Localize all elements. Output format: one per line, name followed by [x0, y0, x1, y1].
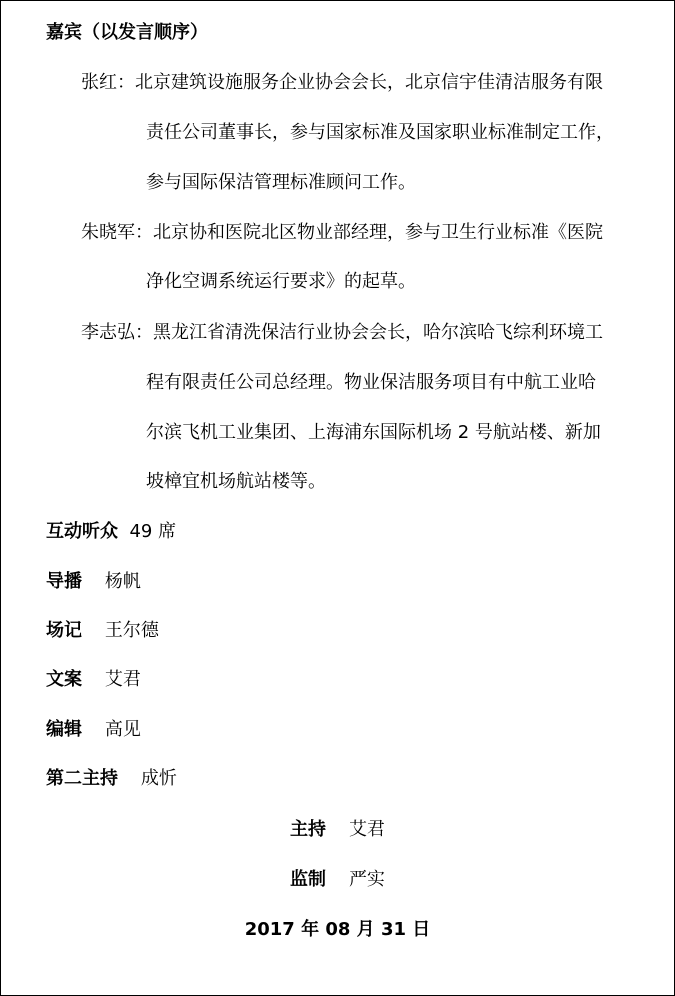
- credit-value: 艾君: [348, 819, 385, 840]
- credit-label: 导播: [46, 571, 82, 592]
- credit-label: 监制: [290, 869, 327, 890]
- credit-value: 杨帆: [104, 571, 141, 592]
- credit-second-host: [46, 767, 177, 791]
- credit-recorder: [46, 619, 159, 643]
- credit-label: 编辑: [46, 719, 82, 740]
- guest-bio-line: 净化空调系统运行要求》的起草。: [146, 271, 416, 292]
- credit-value: 49 席: [129, 521, 177, 542]
- guest-bio-line: 责任公司董事长，参与国家标准及国家职业标准制定工作，: [146, 122, 614, 143]
- credit-label: 场记: [46, 620, 82, 641]
- guest-bio-line: 坡樟宜机场航站楼等。: [146, 471, 326, 492]
- guest-bio-line: 北京建筑设施服务企业协会会长，北京信宇佳清洁服务有限: [135, 72, 603, 93]
- guest-separator: ：: [117, 72, 135, 93]
- guest-name: 张红: [81, 72, 117, 93]
- guest-bio-line: 黑龙江省清洗保洁行业协会会长，哈尔滨哈飞综利环境工: [153, 322, 603, 343]
- guest-entry-3: [81, 321, 603, 345]
- guest-entry-1: [81, 71, 603, 95]
- credit-value: 高见: [104, 719, 141, 740]
- credit-value: 严实: [348, 869, 385, 890]
- credit-audience: [46, 520, 176, 544]
- guest-bio-line: 尔滨飞机工业集团、上海浦东国际机场 2 号航站楼、新加: [146, 422, 601, 443]
- guest-entry-2: [81, 221, 603, 245]
- credit-director: [46, 570, 141, 594]
- guest-name: 李志弘: [81, 322, 135, 343]
- guest-name: 朱晓军: [81, 222, 135, 243]
- credit-producer: [1, 868, 674, 892]
- credit-value: 成忻: [140, 768, 177, 789]
- credit-label: 第二主持: [46, 768, 118, 789]
- guests-heading: 嘉宾（以发言顺序）: [46, 22, 208, 43]
- credit-label: 文案: [46, 669, 82, 690]
- document-date: 2017 年 08 月 31 日: [244, 919, 431, 940]
- guest-separator: ：: [135, 322, 153, 343]
- guest-bio-line: 北京协和医院北区物业部经理，参与卫生行业标准《医院: [153, 222, 603, 243]
- credit-value: 艾君: [104, 669, 141, 690]
- credit-editor: [46, 718, 141, 742]
- credit-label: 互动听众: [46, 521, 118, 542]
- credit-label: 主持: [290, 819, 327, 840]
- credit-copywriter: [46, 668, 141, 692]
- guest-bio-line: 程有限责任公司总经理。物业保洁服务项目有中航工业哈: [146, 372, 596, 393]
- guest-bio-line: 参与国际保洁管理标准顾问工作。: [146, 172, 416, 193]
- credit-value: 王尔德: [104, 620, 159, 641]
- credit-host: [1, 818, 674, 842]
- guest-separator: ：: [135, 222, 153, 243]
